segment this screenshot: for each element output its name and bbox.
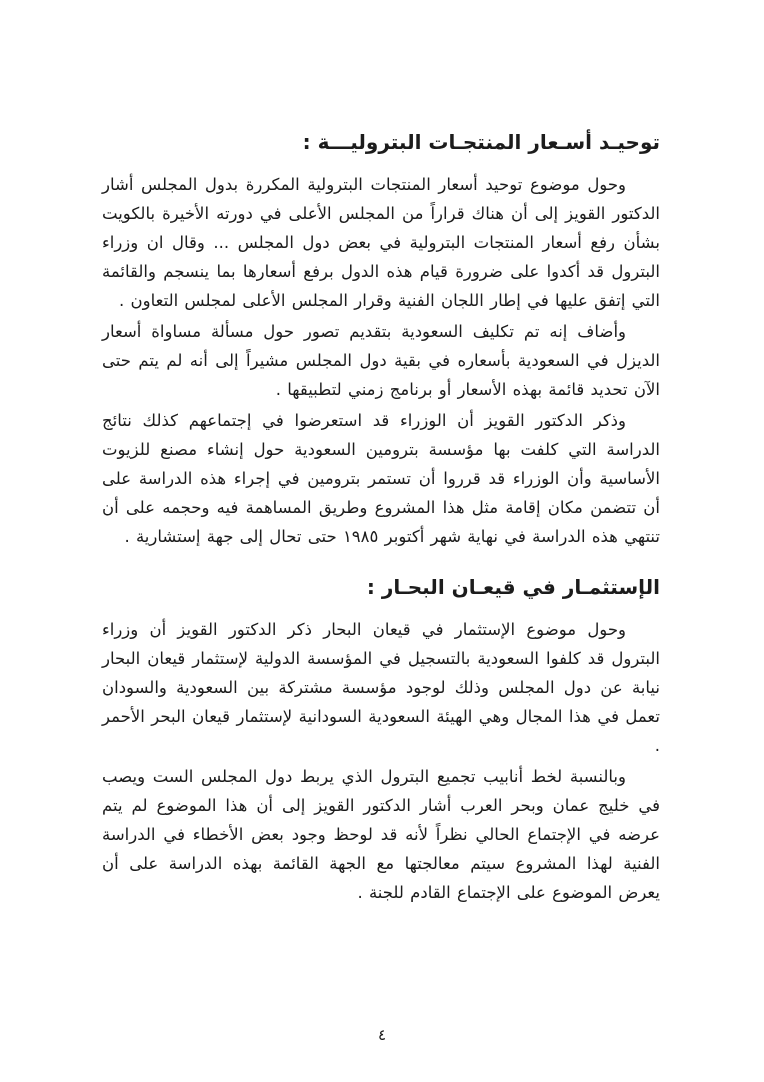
section-heading-seabed-investment: الإستثمـار في قيعـان البحـار : bbox=[366, 575, 660, 599]
paragraph: وأضاف إنه تم تكليف السعودية بتقديم تصور حول مسألة مساواة أسعار الديزل في السعودية بأسعاره في بقية دول المجلس مشيراً إلى أنه لم يتم حتى الآن تحديد قائمة بهذه الأسعار أو برنامج زمني لتطبيقها . bbox=[102, 322, 660, 399]
paragraph: وحول موضوع توحيد أسعار المنتجات البترولية المكررة بدول المجلس أشار الدكتور القويز إلى أن هناك قراراً من المجلس الأعلى في دورته الأخيرة بالكويت بشأن رفع أسعار المنتجات البترولية في بعض دول المجلس ... وقال ان وزراء البترول قد أكدوا على ضرورة قيام هذه الدول برفع أسعارها بما ينسجم والقائمة التي إتفق عليها في إطار اللجان الفنية وقرار المجلس الأعلى لمجلس التعاون . bbox=[102, 175, 660, 310]
page-number: ٤ bbox=[377, 1026, 387, 1044]
paragraph: وذكر الدكتور القويز أن الوزراء قد استعرضوا في إجتماعهم كذلك نتائج الدراسة التي كلفت بها مؤسسة بترومين السعودية حول إنشاء مصنع للزيوت الأساسية وأن الوزراء قد قرروا أن تستمر بترومين في إجراء هذه الدراسة على أن تتضمن مكان إقامة مثل هذا المشروع وطريق المساهمة فيه وحجمه على أن تنتهي هذه الدراسة في نهاية شهر أكتوبر ١٩٨٥ حتى تحال إلى جهة إستشارية . bbox=[102, 411, 660, 546]
section-heading-petroleum-product-prices: توحيـد أسـعار المنتجـات البتروليـــة : bbox=[302, 130, 660, 154]
paragraph: وبالنسبة لخط أنابيب تجميع البترول الذي يربط دول المجلس الست ويصب في خليج عمان وبحر العرب أشار الدكتور القويز إلى أن هذا الموضوع لم يتم عرضه في الإجتماع الحالي نظراً لأنه قد لوحظ وجود بعض الأخطاء في الدراسة الفنية لهذا المشروع سيتم معالجتها مع الجهة القائمة بهذه الدراسة على أن يعرض الموضوع على الإجتماع القادم للجنة . bbox=[102, 767, 660, 902]
page-content bbox=[102, 128, 660, 909]
paragraph: وحول موضوع الإستثمار في قيعان البحار ذكر الدكتور القويز أن وزراء البترول قد كلفوا السعودية بالتسجيل في المؤسسة الدولية لإستثمار قيعان البحار نيابة عن دول المجلس وذلك لوجود مؤسسة مشتركة بين السعودية والسودان تعمل في هذا المجال وهي الهيئة السعودية السودانية لإستثمار قيعان البحر الأحمر . bbox=[102, 620, 660, 755]
